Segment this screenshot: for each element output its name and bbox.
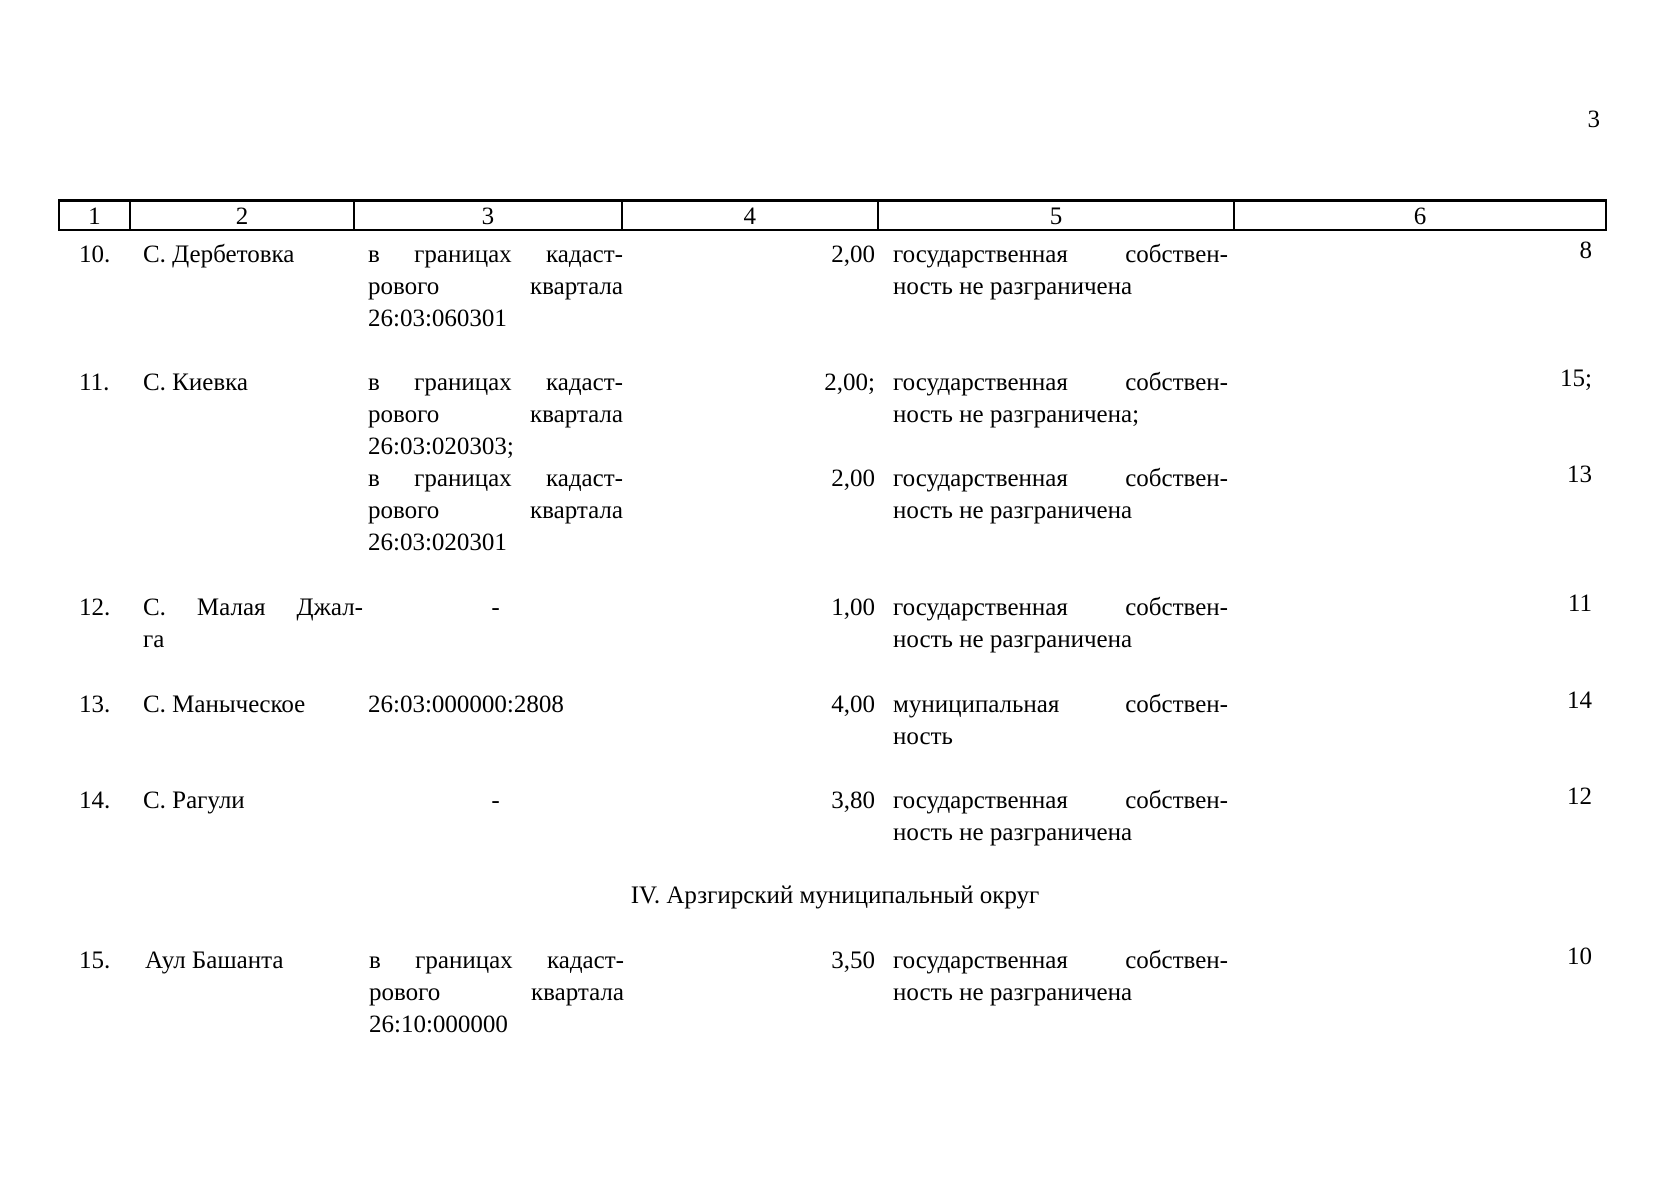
ownership <box>893 945 1228 1009</box>
area-value: 3,80 <box>831 787 875 814</box>
ownership <box>893 463 1228 527</box>
ownership-line: ность не разграничена <box>893 626 1133 653</box>
table-header <box>58 199 1607 231</box>
location-line: в границах кадаст- <box>368 369 623 396</box>
location <box>369 945 624 1041</box>
area-value: 1,00 <box>831 594 875 621</box>
col6-value: 11 <box>1567 590 1592 617</box>
settlement-name: Аул Башанта <box>145 947 284 974</box>
row-number: 12. <box>79 594 111 621</box>
location-dash: - <box>491 594 500 621</box>
location-line: 26:10:000000 <box>369 1011 508 1038</box>
ownership-line: муниципальная собствен- <box>893 691 1228 718</box>
location <box>368 367 623 463</box>
page-number: 3 <box>1587 106 1600 133</box>
row-number: 14. <box>79 787 111 814</box>
ownership-line: государственная собствен- <box>893 241 1228 268</box>
ownership-line: ность не разграничена <box>893 273 1133 300</box>
ownership <box>893 592 1228 656</box>
row-number: 11. <box>79 369 110 396</box>
header-col-3: 3 <box>355 202 622 229</box>
col6-value: 8 <box>1579 237 1592 264</box>
col6-value: 14 <box>1567 687 1592 714</box>
area-value: 4,00 <box>831 691 875 718</box>
ownership <box>893 367 1228 431</box>
ownership-line: ность не разграничена <box>893 819 1133 846</box>
settlement-name: С. Рагули <box>143 787 245 814</box>
ownership-line: ность не разграничена <box>893 979 1133 1006</box>
row-number: 13. <box>79 691 111 718</box>
ownership <box>893 689 1228 753</box>
settlement-name <box>143 592 363 656</box>
ownership-line: государственная собствен- <box>893 465 1228 492</box>
col6-value: 12 <box>1567 783 1592 810</box>
location: 26:03:000000:2808 <box>368 691 564 718</box>
location-line: рового квартала <box>368 497 623 524</box>
area-value: 2,00 <box>831 465 875 492</box>
col6-value: 10 <box>1567 943 1592 970</box>
area-value: 2,00 <box>831 241 875 268</box>
location <box>368 239 623 335</box>
header-col-6: 6 <box>1413 203 1427 230</box>
header-col-5: 5 <box>879 202 1235 229</box>
ownership <box>893 785 1228 849</box>
location-line: рового квартала <box>368 273 623 300</box>
location-line: 26:03:020301 <box>368 529 507 556</box>
row-number: 15. <box>79 947 111 974</box>
location-line: в границах кадаст- <box>369 947 624 974</box>
location <box>368 463 623 559</box>
ownership-line: ность не разграничена <box>893 497 1133 524</box>
ownership-line: государственная собствен- <box>893 369 1228 396</box>
settlement-name-line: га <box>143 626 165 653</box>
settlement-name: С. Киевка <box>143 369 248 396</box>
header-col-4: 4 <box>623 202 879 229</box>
section-title: IV. Арзгирский муниципальный округ <box>630 882 1040 909</box>
ownership-line: государственная собствен- <box>893 787 1228 814</box>
settlement-name: С. Дербетовка <box>143 241 295 268</box>
col6-value: 13 <box>1567 461 1592 488</box>
location-line: рового квартала <box>369 979 624 1006</box>
location-dash: - <box>491 787 500 814</box>
location-line: рового квартала <box>368 401 623 428</box>
area-value: 3,50 <box>831 947 875 974</box>
ownership-line: государственная собствен- <box>893 947 1228 974</box>
ownership-line: ность <box>893 723 953 750</box>
settlement-name-line: С. Малая Джал- <box>143 594 363 621</box>
header-col-2: 2 <box>131 202 355 229</box>
row-number: 10. <box>79 241 111 268</box>
ownership-line: ность не разграничена; <box>893 401 1140 428</box>
area-value: 2,00; <box>824 369 875 396</box>
location-line: в границах кадаст- <box>368 465 623 492</box>
ownership-line: государственная собствен- <box>893 594 1228 621</box>
location-line: 26:03:060301 <box>368 305 507 332</box>
location-line: 26:03:020303; <box>368 433 514 460</box>
header-col-1: 1 <box>60 202 131 229</box>
settlement-name: С. Манычеcкое <box>143 691 306 718</box>
col6-value: 15; <box>1560 365 1592 392</box>
location-line: в границах кадаст- <box>368 241 623 268</box>
ownership <box>893 239 1228 303</box>
